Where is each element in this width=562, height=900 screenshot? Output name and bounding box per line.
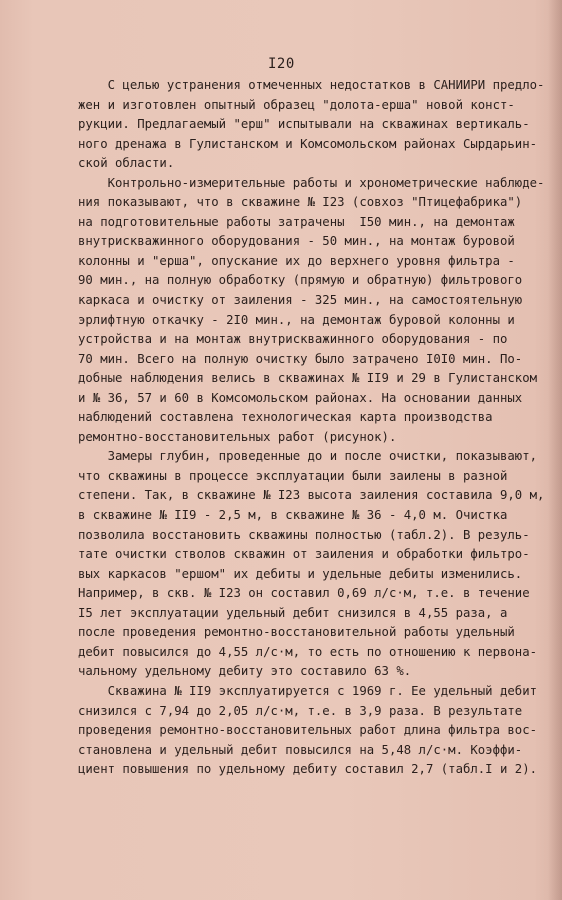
text-line: 90 мин., на полную обработку (прямую и обратную) фильтрового [78,273,523,288]
text-line: что скважины в процессе эксплуатации были заилены в разной [78,468,508,483]
paragraph-4 [78,682,538,780]
text-line: тате очистки стволов скважин от заиления и обработки фильтро- [78,547,530,562]
text-line: ния показывают, что в скважине № I23 (совхоз "Птицефабрика") [78,195,523,210]
text-line: Скважина № II9 эксплуатируется с 1969 г. Ее удельный дебит [78,683,538,698]
text-line: 70 мин. Всего на полную очистку было затрачено I0I0 мин. По- [78,351,523,366]
text-line: устройства и на монтаж внутрискважинного оборудования - по [78,332,508,347]
text-line: вых каркасов "ершом" их дебиты и удельные дебиты изменились. [78,566,523,581]
paragraph-1 [78,76,545,174]
text-line: внутрискважинного оборудования - 50 мин., на монтаж буровой [78,234,515,249]
text-line: снизился с 7,94 до 2,05 л/с·м, т.е. в 3,9 раза. В результате [78,703,523,718]
body-text [78,76,545,780]
text-line: после проведения ремонтно-восстановительной работы удельный [78,625,515,640]
text-line: колонны и "ерша", опускание их до верхнего уровня фильтра - [78,253,515,268]
text-line: С целью устранения отмеченных недостатков в САНИИРИ предло- [78,78,545,92]
text-line: эрлифтную откачку - 2I0 мин., на демонтаж буровой колонны и [78,312,515,327]
text-line: циент повышения по удельному дебиту составил 2,7 (табл.I и 2). [78,762,538,777]
text-line: Контрольно-измерительные работы и хронометрические наблюде- [78,175,545,190]
text-line: на подготовительные работы затрачены I50 мин., на демонтаж [78,214,515,229]
text-line: дебит повысился до 4,55 л/с·м, то есть по отношению к первона- [78,644,538,659]
page-edge-shadow [548,0,562,900]
text-line: каркаса и очистку от заиления - 325 мин., на самостоятельную [78,293,523,308]
text-line: ремонтно-восстановительных работ (рисунок). [78,429,397,444]
text-line: I5 лет эксплуатации удельный дебит снизился в 4,55 раза, а [78,605,508,620]
text-line: ской области. [78,156,175,171]
text-line: жен и изготовлен опытный образец "долота-ерша" новой конст- [78,97,515,112]
paragraph-2 [78,174,545,448]
text-line: чальному удельному дебиту это составило 63 %. [78,664,412,679]
text-line: Замеры глубин, проведенные до и после очистки, показывают, [78,449,538,464]
text-line: ного дренажа в Гулистанском и Комсомольском районах Сырдарьин- [78,136,538,151]
text-line: рукции. Предлагаемый "ерш" испытывали на скважинах вертикаль- [78,117,530,132]
text-line: Например, в скв. № I23 он составил 0,69 л/с·м, т.е. в течение [78,586,530,601]
paragraph-3 [78,447,545,682]
text-line: добные наблюдения велись в скважинах № II9 и 29 в Гулистанском [78,371,538,386]
text-line: становлена и удельный дебит повысился на 5,48 л/с·м. Коэффи- [78,742,523,757]
text-line: наблюдений составлена технологическая карта производства [78,410,493,425]
text-line: степени. Так, в скважине № I23 высота заиления составила 9,0 м, [78,488,545,503]
text-line: в скважине № II9 - 2,5 м, в скважине № 36 - 4,0 м. Очистка [78,508,508,523]
text-line: и № 36, 57 и 60 в Комсомольском районах. На основании данных [78,390,523,405]
page-number: I20 [268,56,295,72]
text-line: проведения ремонтно-восстановительных работ длина фильтра вос- [78,723,538,738]
text-line: позволила восстановить скважины полностью (табл.2). В резуль- [78,527,530,542]
